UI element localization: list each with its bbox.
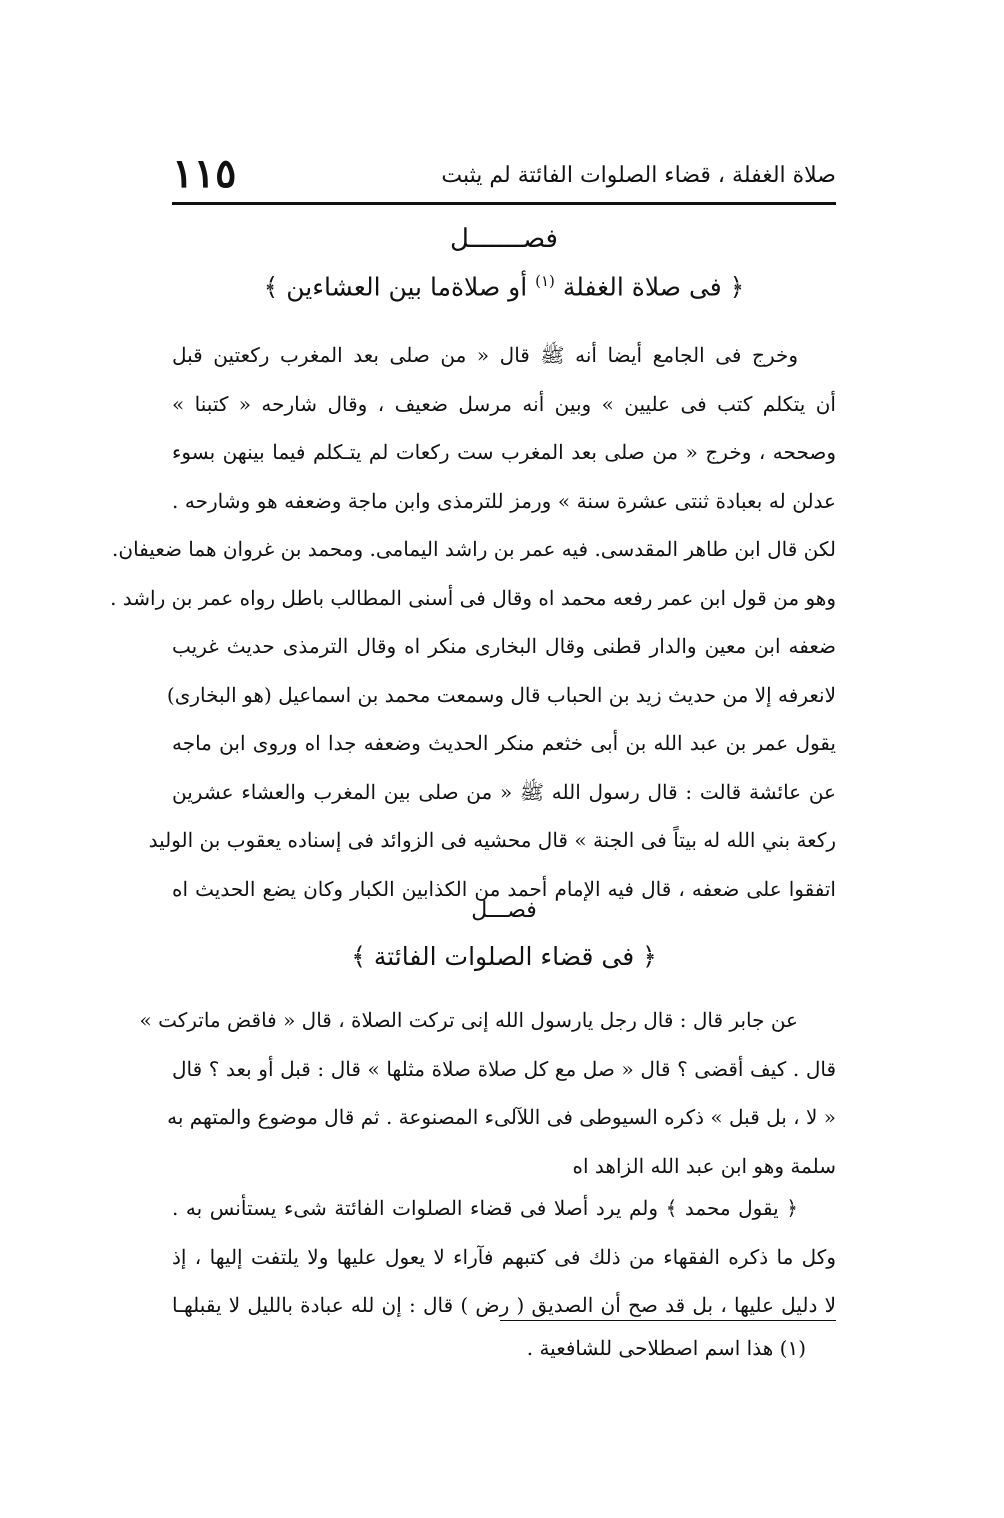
paragraph-qada-al-salawat bbox=[139, 996, 837, 1190]
text-line: عن جابر قال : قال رجل يارسول الله إنى تركت الصلاة ، قال « فاقض ماتركت » bbox=[139, 1008, 798, 1032]
text-line: لا دليل عليها ، بل قد صح أن الصديق ( رض ) قال : إن لله عبادة بالليل لا يقبلهـا bbox=[172, 1293, 836, 1317]
header-rule bbox=[172, 202, 836, 205]
running-title: صلاة الغفلة ، قضاء الصلوات الفائتة لم يثبت bbox=[441, 163, 836, 188]
text-line: ﴿ يقول محمد ﴾ ولم يرد أصلا فى قضاء الصلوات الفائتة شىء يستأنس به . bbox=[172, 1196, 798, 1220]
text-line: اتفقوا على ضعفه ، قال فيه الإمام أحمد من الكذابين الكبار وكان يضع الحديث اه bbox=[172, 876, 836, 901]
text-line: سلمة وهو ابن عبد الله الزاهد اه bbox=[572, 1153, 836, 1178]
section-divider-fasl: فصـــــــل bbox=[450, 224, 558, 254]
section-title-part1: ﴿ فى صلاة الغفلة bbox=[562, 272, 745, 302]
text-line: « لا ، بل قبل » ذكره السيوطى فى اللآلىء المصنوعة . ثم قال موضوع والمتهم به bbox=[167, 1105, 836, 1129]
text-line: وصححه ، وخرج « من صلى بعد المغرب ست ركعات لم يتـكلم فيما بينهن بسوء bbox=[172, 440, 836, 464]
section-title-qada-al-salawat: ﴿ فى قضاء الصلوات الفائتة ﴾ bbox=[351, 942, 657, 971]
paragraph-salat-al-ghaflah bbox=[110, 331, 836, 913]
text-line: قال . كيف أقضى ؟ قال « صل مع كل صلاة صلاة مثلها » قال : قبل أو بعد ؟ قال bbox=[172, 1056, 837, 1081]
text-line: لكن قال ابن طاهر المقدسى. فيه عمر بن راشد اليمامى. ومحمد بن غروان هما ضعيفان. bbox=[112, 537, 836, 561]
text-line: وهو من قول ابن عمر رفعه محمد اه وقال فى أسنى المطالب باطل رواه عمر بن راشد . bbox=[110, 585, 836, 610]
page-number: ١١٥ bbox=[172, 150, 237, 197]
page-header bbox=[172, 150, 836, 196]
section-title-part2: أو صلاةما بين العشاءين ﴾ bbox=[263, 272, 528, 302]
paragraph-author-comment bbox=[172, 1184, 836, 1330]
footnote-rule bbox=[500, 1320, 836, 1321]
text-line: عن عائشة قالت : قال رسول الله ﷺ « من صلى بين المغرب والعشاء عشرين bbox=[172, 779, 836, 804]
text-line: لانعرفه إلا من حديث زيد بن الحباب قال وسمعت محمد بن اسماعيل (هو البخارى) bbox=[166, 682, 836, 707]
section-title-salat-al-ghaflah bbox=[172, 272, 836, 301]
text-line: وخرج فى الجامع أيضا أنه ﷺ قال « من صلى بعد المغرب ركعتين قبل bbox=[172, 343, 798, 367]
text-line: ضعفه ابن معين والدار قطنى وقال البخارى منكر اه وقال الترمذى حديث غريب bbox=[172, 634, 836, 658]
text-line: أن يتكلم كتب فى عليين » وبين أنه مرسل ضعيف ، وقال شارحه « كتبنا » bbox=[172, 391, 836, 416]
text-line: وكل ما ذكره الفقهاء من ذلك فى كتبهم فآراء لا يعول عليها ولا يلتفت إليها ، إذ bbox=[172, 1244, 836, 1269]
footnote: (١) هذا اسم اصطلاحى للشافعية . bbox=[526, 1336, 806, 1360]
section-divider-fasl: فصـــل bbox=[471, 898, 537, 923]
text-line: ركعة بني الله له بيتاً فى الجنة » قال محشيه فى الزوائد فى إسناده يعقوب بن الوليد bbox=[148, 828, 836, 852]
text-line: عدلن له بعبادة ثنتى عشرة سنة » ورمز للترمذى وابن ماجة وضعفه هو وشارحه . bbox=[172, 488, 836, 513]
footnote-reference: (١) bbox=[535, 272, 555, 290]
text-line: يقول عمر بن عبد الله بن أبى خثعم منكر الحديث وضعفه جدا اه وروى ابن ماجه bbox=[172, 731, 836, 755]
